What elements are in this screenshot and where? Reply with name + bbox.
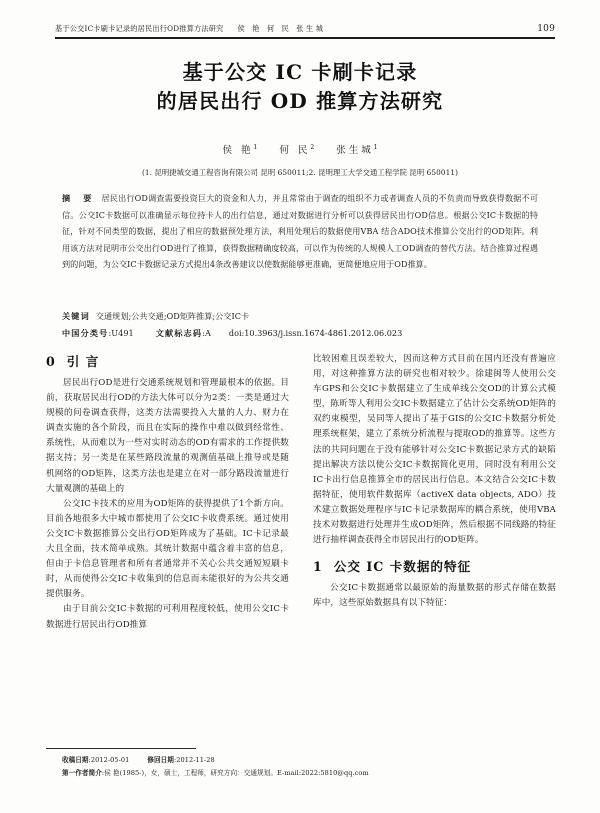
author-1-name: 侯 艳 [222, 145, 254, 156]
title-line-1: 基于公交 IC 卡刷卡记录 [182, 60, 418, 84]
keywords [62, 311, 538, 322]
abstract-text: 居民出行OD调查需要投资巨大的资金和人力，并且常常由于调查的组织不力或者调查人员的不负责而导致获得数据不可信。公交IC卡数据可以准确显示每位持卡人的出行信息，通过对数据进行分析可以获得居民出行OD信息。根据公交IC卡数据的特征，针对不同类型的数据，提出了相应的数据预处理方法，利用处理后的数据使用VBA 结合ADO技术推算公交出行的OD矩阵。利用该方法对昆明市公交出行OD进行了推算，获得数据精确度较高，可以作为传统的人规模人工OD调查的替代方法。结合推算过程遇到的问题，为公交IC卡数据记录方式提出4条改善建议以使数据能够更准确，更简便地应用于OD推算。 [62, 193, 538, 270]
bio-label: 第一作者简介 [62, 768, 102, 777]
column-right [313, 352, 556, 611]
column-left [46, 352, 289, 633]
author-2-name: 何 民 [279, 145, 311, 156]
footer-author-bio [62, 767, 552, 780]
clc-label: 中国分类号 [62, 328, 109, 338]
section-0-title: 引 言 [66, 354, 100, 369]
header-rule [55, 37, 555, 39]
revised-label: 修回日期 [147, 756, 174, 764]
revised-value: :2012-11-28 [173, 756, 215, 764]
classification-line [62, 328, 538, 339]
affiliation: (1. 昆明捷城交通工程咨询有限公司 昆明 650011;2. 昆明理工大学交通工程学院 昆明 650011) [141, 168, 459, 177]
author-3-affil-marker: 1 [373, 143, 378, 151]
section-heading-1 [313, 557, 556, 577]
paragraph: 公交IC卡数据通常以最原始的海量数据的形式存储在数据库中，这些原始数据具有以下特征： [313, 583, 556, 609]
author-3 [336, 145, 377, 156]
clc-value: :U491 [108, 328, 134, 338]
abstract-label: 摘 要 [62, 193, 97, 203]
running-head [55, 24, 555, 34]
paragraph: 比较困难且误差较大，因而这种方式目前在国内还没有普遍应用，对这种推算方法的研究也相对较少。徐建闽等人使用公交车GPS和公交IC卡数据建立了生成单线公交OD的计算公式模型，陈昕等人利用公交IC卡数据建立了估计公交系统OD矩阵的双约束模型，吴同等人提出了基于GIS的公交IC卡数据分析处理系统框架，建立了系统分析流程与提取OD的推算等。这些方法的共同问题在于没有能够针对公交IC卡数据记录方式的缺陷提出解决方法以使公交IC卡数据简化更用，同时没有利用公交IC卡出行信息推算全市的居民出行信息。本文结合公交IC卡数据特征，使用软件数据库（activeX data objects, ADO）技术建立数据处理程序与IC卡记录数据库的耦合系统，使用VBA 技术对数据进行处理并生成OD矩阵，然后根据不同线路的特征进行抽样调查获得全市居民出行的OD矩阵。 [313, 354, 556, 546]
running-title: 基于公交IC卡刷卡记录的居民出行OD推算方法研究 [55, 24, 224, 33]
section-heading-0 [46, 352, 289, 372]
author-1-affil-marker: 1 [253, 143, 258, 151]
bio-value: :侯 艳(1985-)，女，硕士，工程师，研究方向：交通规划。E-mail:2022:5810@qq.com [101, 768, 369, 777]
paragraph: 公交IC卡技术的应用为OD矩阵的获得提供了1个新方向。目前各地很多大中城市都使用了公交IC卡收费系统。通过使用公交IC卡数据推算公交出行OD矩阵成为了基础。IC卡记录最大且全面，技术简单成熟。其统计数据中蕴含着丰富的信息，但由于卡信息管理者和所有者通常并不关心公共交通短短刷卡时，从而使得公交IC卡收集到的信息而未能很好的为公共交通提供服务。 [46, 498, 289, 600]
author-1 [222, 145, 257, 156]
abstract [62, 190, 538, 273]
running-head-left [55, 24, 326, 34]
author-2 [279, 145, 314, 156]
doc-type-value: :A [202, 328, 211, 338]
body-columns [46, 352, 556, 748]
author-2-affil-marker: 2 [310, 143, 315, 151]
section-1-title: 公交 IC 卡数据的特征 [333, 559, 472, 575]
author-3-name: 张生城 [336, 145, 374, 156]
paragraph: 居民出行OD是进行交通系统规划和管理最根本的依据。目前，获取居民出行OD的方法大体可以分为2类：一类是通过大规模的问卷调查获得，这类方法需要投入大量的人力、财力在调查实施的各个阶段，而且在实际的操作中难以做到经常性、系统性，从而难以为一些对实时动态的OD有需求的工作提供数据支持；另一类是在某些路段流量的观测值基础上推导或是随机网络的OD矩阵，这类方法也是建立在对一部分路段流量进行大量观测的基础上的 [46, 378, 289, 494]
doc-type-label: 文献标志码 [155, 328, 203, 338]
footer [62, 754, 552, 779]
footer-dates [62, 754, 552, 767]
doi: doi:10.3963/j.issn.1674-4861.2012.06.023 [228, 328, 403, 338]
section-0-number: 0 [46, 354, 56, 369]
page-title [0, 58, 600, 116]
title-line-2: 的居民出行 OD 推算方法研究 [156, 89, 444, 113]
author-list [0, 142, 600, 156]
running-authors: 侯 艳 何 民 张生城 [237, 24, 326, 33]
received-value: :2012-05-01 [88, 756, 130, 764]
paragraph: 由于目前公交IC卡数据的可利用程度较低，使用公交IC卡数据进行居民出行OD推算 [46, 604, 289, 630]
footer-rule [46, 748, 196, 749]
keywords-label: 关键词 [62, 311, 90, 321]
page-number: 109 [537, 24, 555, 34]
section-1-number: 1 [313, 559, 323, 575]
received-label: 收稿日期 [62, 756, 89, 764]
keywords-text: 交通规划;公共交通;OD矩阵推算;公交IC卡 [95, 311, 250, 321]
